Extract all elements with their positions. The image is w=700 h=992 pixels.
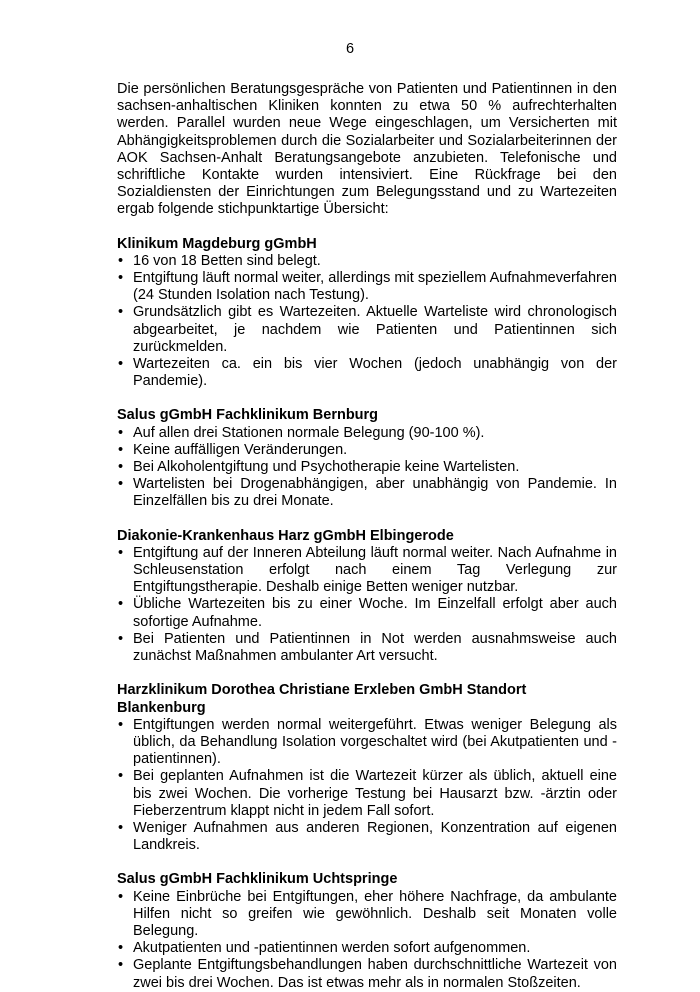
bullet-item — [117, 270, 617, 304]
clinic-section — [117, 528, 617, 666]
bullet-text: Weniger Aufnahmen aus anderen Regionen, Konzentration auf eigenen Landkreis. — [133, 819, 617, 854]
bullet-item — [117, 356, 617, 390]
bullet-item — [117, 768, 617, 820]
section-heading: Salus gGmbH Fachklinikum Uchtspringe — [117, 871, 398, 888]
bullet-item — [117, 253, 617, 270]
intro-paragraph: Die persönlichen Beratungsgespräche von Patienten und Patientinnen in den sachsen-anhaltischen Kliniken konnten zu etwa 50 % aufrechterhalten werden. Parallel wurden neue Wege eingeschlagen, um Versicherten mit Abhängigkeitsproblemen durch die Sozialarbeiter und Sozialarbeiterinnen der AOK Sachsen-Anhalt Beratungsangebote anzubieten. Telefonische und schriftliche Kontakte wurden intensiviert. Eine Rückfrage bei den Sozialdiensten der Einrichtungen zum Belegungsstand und zu Wartezeiten ergab folgende stichpunktartige Übersicht: — [117, 81, 617, 218]
section-heading: Diakonie-Krankenhaus Harz gGmbH Elbingerode — [117, 527, 454, 544]
bullet-list — [117, 253, 617, 391]
section-heading: Klinikum Magdeburg gGmbH — [117, 235, 317, 252]
bullet-text: Entgiftungen werden normal weitergeführt. Etwas weniger Belegung als üblich, da Behandlung Isolation vorgeschaltet wird (bei Akutpatienten und -patientinnen). — [133, 716, 617, 768]
document-body — [117, 81, 617, 992]
bullet-text: Wartezeiten ca. ein bis vier Wochen (jedoch unabhängig von der Pandemie). — [133, 356, 617, 390]
bullet-list — [117, 425, 617, 511]
bullet-icon: • — [118, 304, 124, 321]
clinic-section — [117, 682, 617, 854]
bullet-text: Keine Einbrüche bei Entgiftungen, eher höhere Nachfrage, da ambulante Hilfen nicht so greifen wie gewöhnlich. Deshalb seit Monaten volle Belegung. — [133, 888, 617, 939]
bullet-icon: • — [118, 716, 124, 733]
clinic-section — [117, 407, 617, 510]
bullet-item — [117, 940, 617, 957]
bullet-list — [117, 545, 617, 665]
bullet-icon: • — [118, 441, 124, 458]
bullet-icon: • — [118, 544, 124, 561]
bullet-item — [117, 957, 617, 991]
bullet-text: Geplante Entgiftungsbehandlungen haben durchschnittliche Wartezeit von zwei bis drei Wochen. Das ist etwas mehr als in normalen Stoßzeiten. — [133, 957, 617, 991]
bullet-text: Akutpatienten und -patientinnen werden sofort aufgenommen. — [133, 940, 531, 957]
bullet-item — [117, 476, 617, 510]
bullet-text: Bei geplanten Aufnahmen ist die Wartezeit kürzer als üblich, aktuell eine bis zwei Wochen. Die vorherige Testung bei Hausarzt bzw. -ärztin oder Fieberzentrum klappt nicht in jedem Fall sofort. — [133, 768, 617, 819]
bullet-item — [117, 596, 617, 630]
bullet-text: Übliche Wartezeiten bis zu einer Woche. Im Einzelfall erfolgt aber auch sofortige Aufnahme. — [133, 596, 617, 630]
bullet-icon: • — [118, 819, 124, 836]
bullet-list — [117, 717, 617, 855]
bullet-text: Bei Alkoholentgiftung und Psychotherapie keine Wartelisten. — [133, 459, 520, 476]
bullet-icon: • — [118, 768, 124, 785]
clinic-section — [117, 236, 617, 391]
bullet-icon: • — [118, 270, 124, 287]
bullet-icon: • — [118, 252, 124, 269]
clinic-section — [117, 871, 617, 991]
bullet-text: Bei Patienten und Patientinnen in Not werden ausnahmsweise auch zunächst Maßnahmen ambulanter Art versucht. — [133, 630, 617, 665]
bullet-icon: • — [118, 424, 124, 441]
bullet-item — [117, 545, 617, 597]
page-number: 6 — [345, 41, 355, 57]
bullet-list — [117, 889, 617, 992]
bullet-icon: • — [118, 888, 124, 905]
bullet-icon: • — [118, 356, 124, 373]
bullet-item — [117, 442, 617, 459]
bullet-item — [117, 631, 617, 665]
bullet-text: Auf allen drei Stationen normale Belegung (90-100 %). — [133, 424, 485, 441]
bullet-icon: • — [118, 476, 124, 493]
bullet-item — [117, 820, 617, 854]
bullet-item — [117, 425, 617, 442]
bullet-text: Entgiftung auf der Inneren Abteilung läuft normal weiter. Nach Aufnahme in Schleusenstation erfolgt nach einem Tag Verlegung zur Entgiftungstherapie. Deshalb einige Betten weniger nutzbar. — [133, 544, 617, 596]
bullet-text: Wartelisten bei Drogenabhängigen, aber unabhängig von Pandemie. In Einzelfällen bis zu drei Monate. — [133, 476, 617, 510]
bullet-icon: • — [118, 957, 124, 974]
bullet-icon: • — [118, 459, 124, 476]
bullet-item — [117, 304, 617, 356]
bullet-icon: • — [118, 596, 124, 613]
section-heading: Harzklinikum Dorothea Christiane Erxleben GmbH Standort Blankenburg — [117, 682, 527, 716]
bullet-text: Keine auffälligen Veränderungen. — [133, 441, 348, 458]
bullet-text: Grundsätzlich gibt es Wartezeiten. Aktuelle Warteliste wird chronologisch abgearbeitet, je nachdem wie Patienten und Patientinnen sich zurückmelden. — [133, 304, 617, 355]
bullet-item — [117, 459, 617, 476]
bullet-text: 16 von 18 Betten sind belegt. — [133, 252, 321, 269]
bullet-item — [117, 889, 617, 941]
clinic-sections — [117, 236, 617, 992]
bullet-item — [117, 717, 617, 769]
bullet-icon: • — [118, 940, 124, 957]
bullet-icon: • — [118, 630, 124, 647]
section-heading: Salus gGmbH Fachklinikum Bernburg — [117, 407, 379, 424]
bullet-text: Entgiftung läuft normal weiter, allerdings mit speziellem Aufnahmeverfahren (24 Stunden Isolation nach Testung). — [133, 270, 617, 304]
